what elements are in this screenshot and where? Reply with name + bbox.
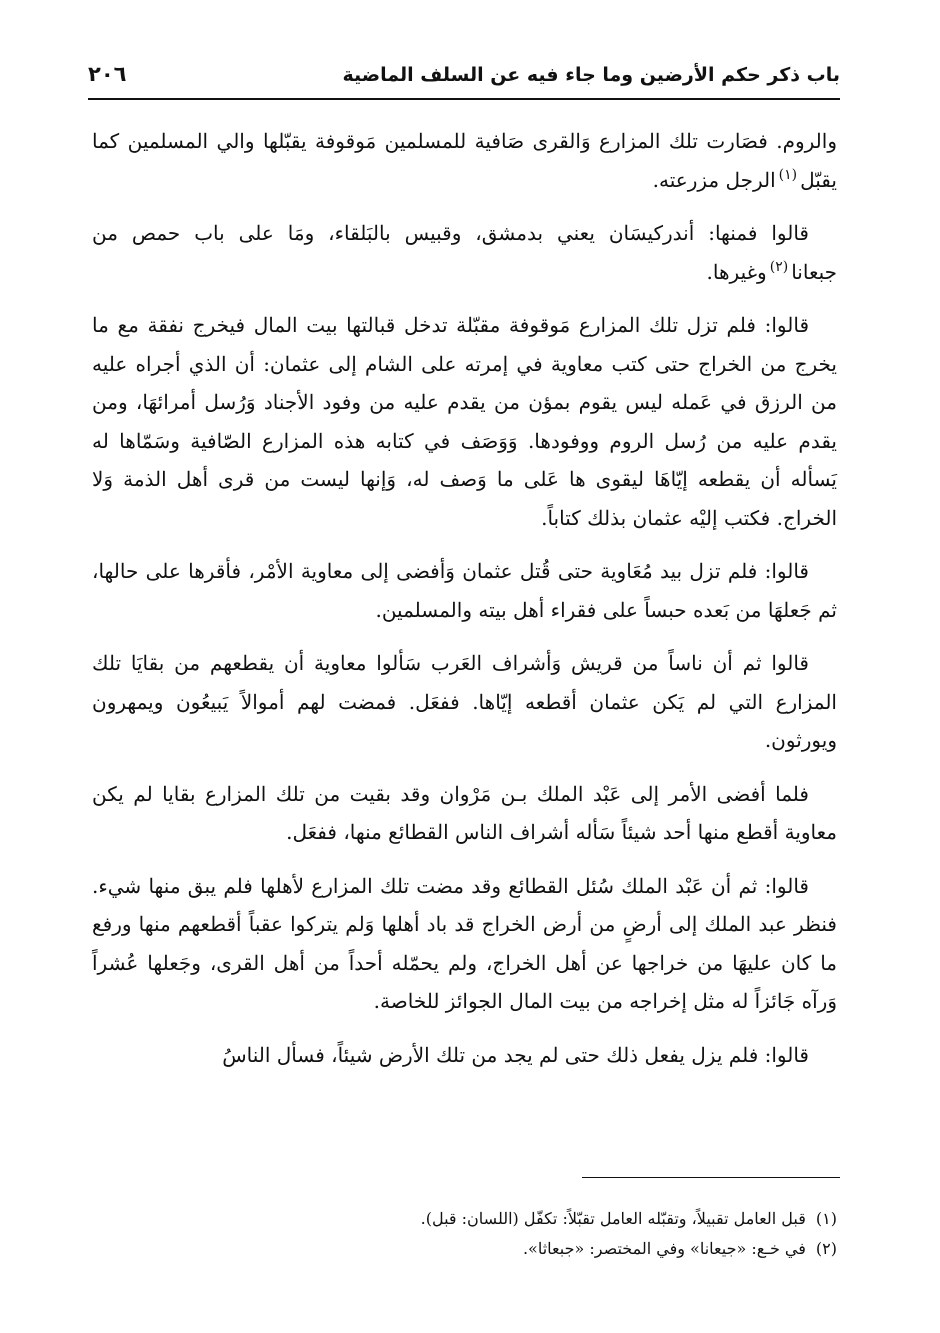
footnote-divider [582, 1177, 840, 1178]
paragraph-8: قالوا: فلم يزل يفعل ذلك حتى لم يجد من تلك الأرض شيئاً، فسأل الناسُ [222, 1042, 809, 1067]
paragraph-1: والروم. فصَارت تلك المزارع وَالقرى صَافية للمسلمين مَوقوفة يقبّلها والي المسلمين كما يقبّل$^{(١)}$الرجل مزرعته. [92, 129, 837, 192]
paragraph-7: قالوا: ثم أن عَبْد الملك سُئل القطائع وقد مضت تلك المزارع لأهلها فلم يبق منها شيء. فنظر عبد الملك إلى أرضٍ من أرض الخراج قد باد أهلها وَلم يتركوا عقباً أقطعهم منها ورفع ما كان عليهَا من خراجها عن أهل الخراج، ولم يحمّله أحداً من أهل القرى، وجَعلها عُشراً وَرآه جَائزاً له مثل إخراجه من بيت المال الجوائز للخاصة. [92, 873, 837, 1013]
page-number: ٢٠٦ [88, 62, 127, 86]
paragraph-2: قالوا فمنها: أندركيسَان يعني بدمشق، وقبيس بالبَلقاء، ومَا على باب حمص من جبعانا$^{(٢)}$وغيرها. [92, 221, 837, 284]
footnote-number: (١) [815, 1209, 837, 1228]
footnotes [92, 1204, 837, 1264]
paragraph-3: قالوا: فلم تزل تلك المزارع مَوقوفة مقبّلة تدخل قبالتها بيت المال فيخرج نفقة مع ما يخرج من الخراج حتى كتب معاوية في إمرته على الشام إلى عثمان: أن الذي أجراه عليه من الرزق في عَمله ليس يقوم بمؤن من يقدم عليه من وفود الأجناد وَرُسل أمرائهَا، ومن يقدم عليه من رُسل الروم ووفودها. وَوَصَف في كتابه هذه المزارع الصّافية وسَمّاها له يَسأله أن يقطعه إيّاهَا ليقوى ها عَلى ما وَصف له، وَإنها ليست من قرى أهل الذمة وَلا الخراج. فكتب إليْه عثمان بذلك كتاباً. [92, 313, 838, 530]
footnote-text: في خـع: «جيعانا» وفي المختصر: «جبعاثا». [522, 1239, 806, 1258]
footnote-2 [92, 1234, 837, 1264]
footnote-number: (٢) [815, 1239, 837, 1258]
footnote-1 [92, 1204, 837, 1234]
running-title: باب ذكر حكم الأرضين وما جاء فيه عن السلف الماضية [342, 64, 840, 86]
main-text [92, 122, 837, 1089]
paragraph-5: قالوا ثم أن ناساً من قريش وَأشراف العَرب سَألوا معاوية أن يقطعهم من بقايَا تلك المزارع التي لم يَكن عثمان أقطعه إيّاها. ففعَل. فمضت لهم أموالاً يَبيعُون ويمهرون ويورثون. [92, 651, 837, 752]
footnote-ref-1: (١) [778, 166, 798, 183]
footnote-ref-2: (٢) [769, 258, 789, 275]
page-header [88, 58, 840, 100]
paragraph-6: فلما أفضى الأمر إلى عَبْد الملك بـن مَرْوان وقد بقيت من تلك المزارع بقايا لم يكن معاوية أقطع منها أحد شيئاً سَأله أشراف الناس القطائع منها، ففعَل. [92, 781, 837, 844]
paragraph-4: قالوا: فلم تزل بيد مُعَاوية حتى قُتل عثمان وَأفضى إلى معاوية الأمْر، فأقرها على حالها، ثم جَعلهَا من بَعده حبساً على فقراء أهل بيته والمسلمين. [92, 559, 837, 622]
footnote-text: قبل العامل تقبيلاً، وتقبّله العامل تقبّلاً: تكفّل (اللسان: قبل). [420, 1209, 806, 1228]
